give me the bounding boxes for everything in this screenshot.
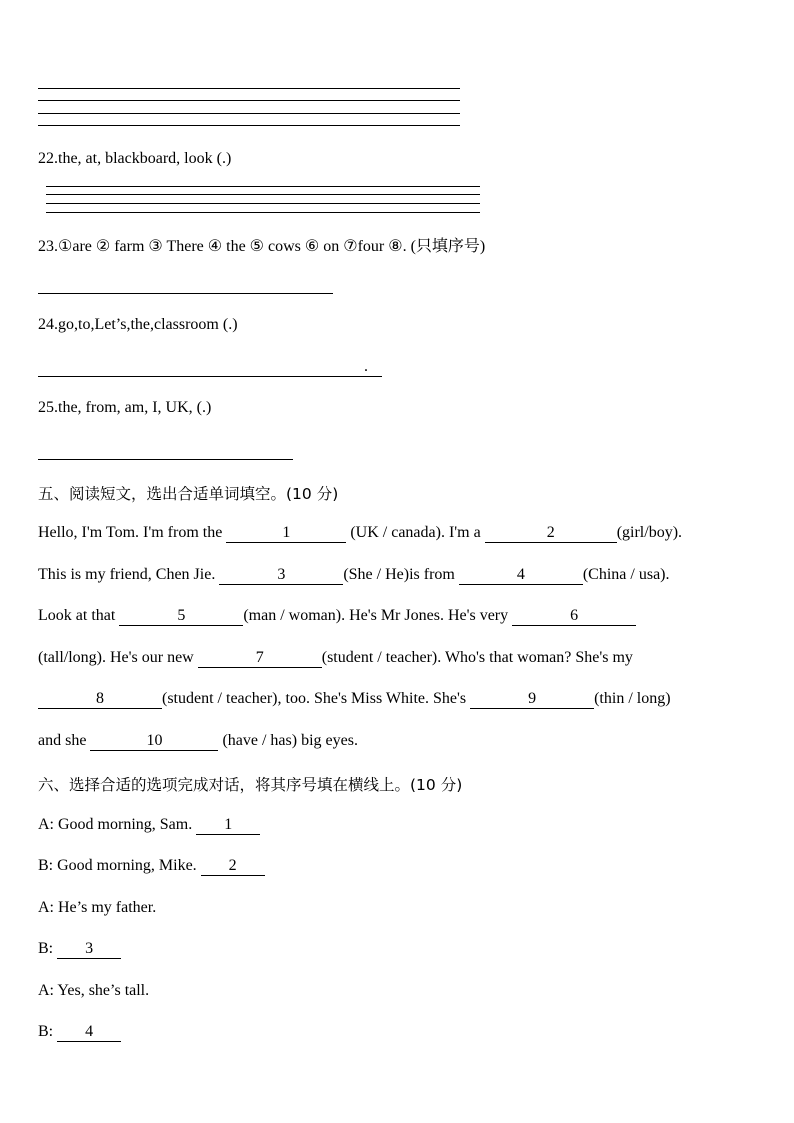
text-segment: B:: [38, 1023, 58, 1040]
answer-line: [38, 125, 460, 126]
answer-blank[interactable]: 3: [219, 567, 343, 585]
answer-blank[interactable]: 7: [198, 650, 322, 668]
text-segment: (student / teacher), too. She's Miss White. She's: [162, 690, 471, 707]
text-line: [38, 857, 265, 876]
answer-blank[interactable]: 1: [196, 817, 260, 835]
text-segment: (have / has) big eyes.: [218, 732, 358, 749]
answer-line: [38, 459, 293, 460]
answer-line: [38, 100, 460, 101]
answer-blank[interactable]: 6: [512, 608, 636, 626]
answer-blank[interactable]: 2: [201, 858, 265, 876]
text-segment: (She / He)is from: [343, 566, 459, 583]
question-25: 25.the, from, am, I, UK, (.): [38, 399, 212, 416]
answer-line: [46, 212, 480, 213]
text-line: [38, 732, 358, 751]
text-line: [38, 899, 156, 917]
text-segment: (China / usa).: [582, 566, 670, 583]
question-22: 22.the, at, blackboard, look (.): [38, 150, 232, 167]
answer-line: [46, 186, 480, 187]
text-line: [38, 940, 121, 959]
answer-blank[interactable]: 5: [119, 608, 243, 626]
text-line: [38, 690, 671, 709]
answer-blank[interactable]: 10: [90, 733, 218, 751]
text-line: [38, 982, 149, 1000]
text-segment: and she: [38, 732, 91, 749]
answer-blank[interactable]: 2: [485, 525, 617, 543]
text-segment: (UK / canada). I'm a: [346, 524, 485, 541]
text-line: [38, 566, 670, 585]
section-6-heading: 六、选择合适的选项完成对话，将其序号填在横线上。(10 分): [38, 776, 463, 794]
text-line: [38, 607, 636, 626]
answer-blank[interactable]: 1: [226, 525, 346, 543]
answer-line: [46, 203, 480, 204]
answer-blank[interactable]: 3: [57, 941, 121, 959]
text-segment: (man / woman). He's Mr Jones. He's very: [243, 607, 513, 624]
answer-line: [38, 113, 460, 114]
answer-line: [38, 88, 460, 89]
text-segment: (student / teacher). Who's that woman? She's my: [321, 649, 633, 666]
answer-blank[interactable]: 9: [470, 691, 594, 709]
answer-blank[interactable]: 4: [57, 1024, 121, 1042]
answer-blank[interactable]: 4: [459, 567, 583, 585]
answer-period: .: [364, 358, 368, 375]
text-line: [38, 524, 682, 543]
text-segment: (thin / long): [594, 690, 671, 707]
text-segment: (girl/boy).: [616, 524, 683, 541]
text-segment: Look at that: [38, 607, 120, 624]
text-line: [38, 1023, 121, 1042]
text-segment: A: He’s my father.: [38, 899, 157, 916]
question-24: 24.go,to,Let’s,the,classroom (.): [38, 316, 238, 333]
section-5-heading: 五、阅读短文，选出合适单词填空。(10 分): [38, 485, 339, 503]
answer-line: [38, 293, 333, 294]
answer-line: [38, 376, 382, 377]
text-segment: A: Good morning, Sam.: [38, 816, 197, 833]
text-segment: (tall/long). He's our new: [38, 649, 198, 666]
text-segment: A: Yes, she’s tall.: [38, 982, 150, 999]
text-line: [38, 649, 633, 668]
text-line: [38, 816, 260, 835]
text-segment: Hello, I'm Tom. I'm from the: [38, 524, 227, 541]
answer-blank[interactable]: 8: [38, 691, 162, 709]
text-segment: This is my friend, Chen Jie.: [38, 566, 220, 583]
text-segment: B:: [38, 940, 58, 957]
question-23: 23.①are ② farm ③ There ④ the ⑤ cows ⑥ on ⑦four ⑧. (只填序号): [38, 238, 486, 255]
answer-line: [46, 194, 480, 195]
text-segment: B: Good morning, Mike.: [38, 857, 201, 874]
